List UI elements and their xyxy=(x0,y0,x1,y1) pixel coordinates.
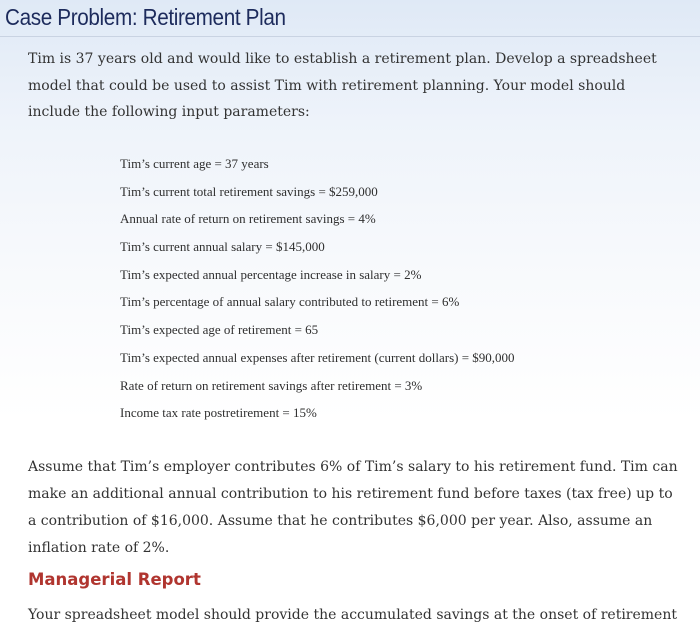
parameter-item: Tim’s current total retirement savings = $259,000 xyxy=(120,183,378,199)
parameter-list xyxy=(120,150,515,427)
parameter-item: Income tax rate postretirement = 15% xyxy=(120,405,317,421)
parameter-item: Rate of return on retirement savings after retirement = 3% xyxy=(120,377,423,393)
parameter-item: Tim’s percentage of annual salary contributed to retirement = 6% xyxy=(120,294,460,310)
parameter-item: Tim’s current annual salary = $145,000 xyxy=(120,239,325,255)
parameter-item: Tim’s expected age of retirement = 65 xyxy=(120,322,319,338)
assumptions-paragraph: Assume that Tim’s employer contributes 6% of Tim’s salary to his retirement fund. Tim can make an additional annual contribution to his retirement fund before taxes (tax free) up to a contribution of $16,000. Assume that he contributes $6,000 per year. Also, assume an inflation rate of 2%. xyxy=(28,459,678,556)
title-divider xyxy=(0,36,700,37)
parameter-item: Tim’s expected annual percentage increase in salary = 2% xyxy=(120,266,422,282)
parameter-item: Annual rate of return on retirement savings = 4% xyxy=(120,211,376,227)
managerial-report-text: Your spreadsheet model should provide the accumulated savings at the onset of retirement xyxy=(28,607,677,623)
page-title: Case Problem: Retirement Plan xyxy=(5,4,286,30)
intro-paragraph: Tim is 37 years old and would like to establish a retirement plan. Develop a spreadsheet model that could be used to assist Tim with retirement planning. Your model should include the following input parameters: xyxy=(28,51,657,120)
parameter-item: Tim’s expected annual expenses after retirement (current dollars) = $90,000 xyxy=(120,349,515,365)
parameter-item: Tim’s current age = 37 years xyxy=(120,156,269,171)
managerial-report-heading: Managerial Report xyxy=(28,570,201,589)
